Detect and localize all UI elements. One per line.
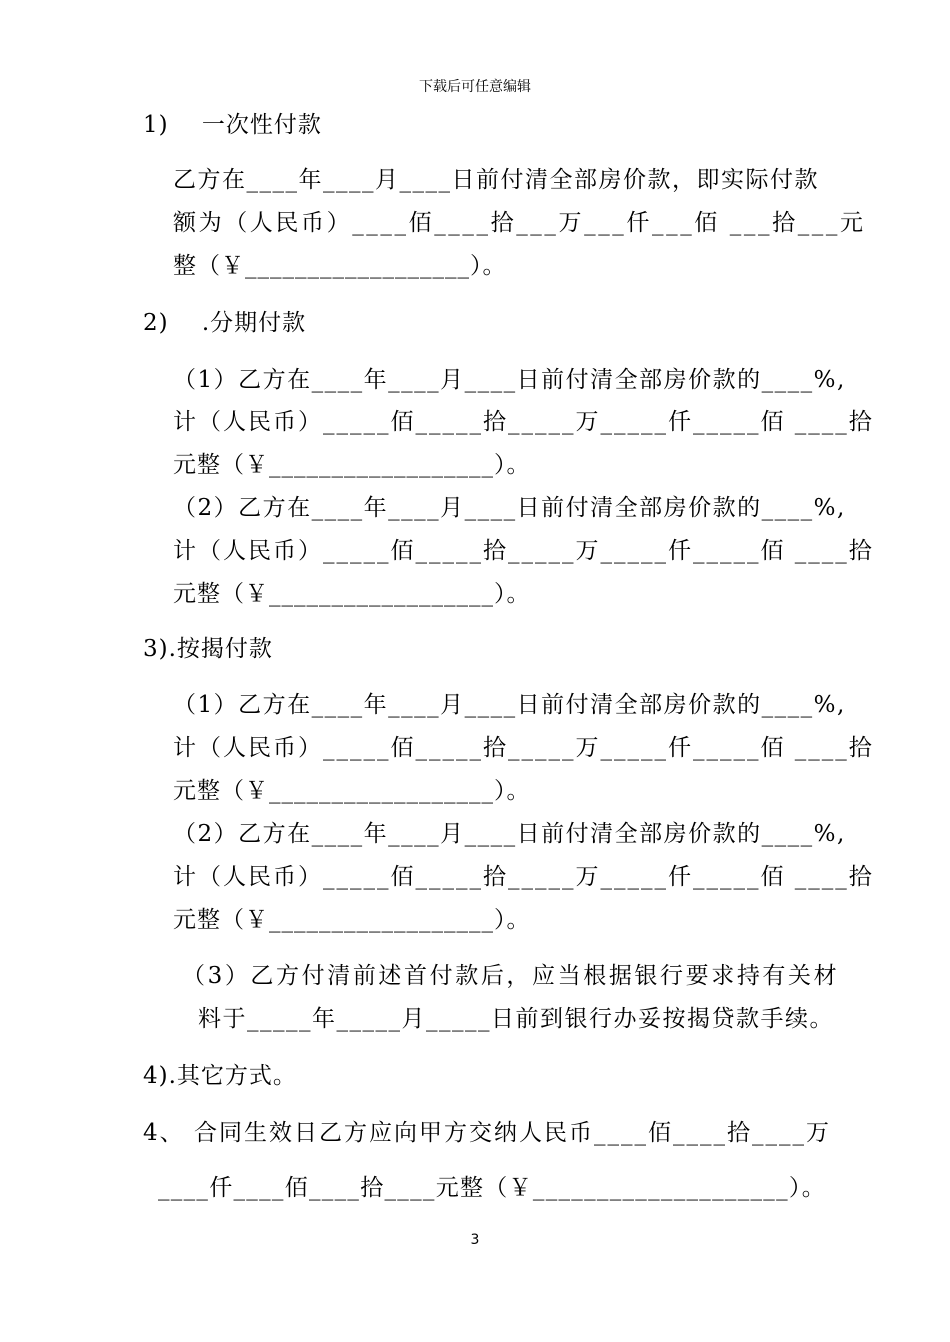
section-3-item-2-line-3: 元整（￥__________________）。 [173, 907, 531, 933]
clause-4-line-1: 4、 合同生效日乙方应向甲方交纳人民币____佰____拾____万 [143, 1120, 831, 1146]
section-3-item-1-line-1: （1）乙方在____年____月____日前付清全部房价款的____%, [173, 692, 846, 718]
section-1-line-2: 额为（人民币）____佰____拾___万___仟___佰 ___拾___元 [173, 210, 866, 236]
section-3-item-1-line-2: 计（人民币）_____佰_____拾_____万_____仟_____佰 ____拾 [173, 735, 874, 761]
section-2-item-1-line-3: 元整（￥__________________）。 [173, 452, 531, 478]
section-2-item-2-line-2: 计（人民币）_____佰_____拾_____万_____仟_____佰 ____拾 [173, 538, 874, 564]
section-3-item-2-line-2: 计（人民币）_____佰_____拾_____万_____仟_____佰 ____拾 [173, 864, 874, 890]
section-3-title: 3).按揭付款 [143, 636, 273, 662]
section-2-item-1-line-2: 计（人民币）_____佰_____拾_____万_____仟_____佰 ____拾 [173, 409, 874, 435]
section-2-item-2-line-1: （2）乙方在____年____月____日前付清全部房价款的____%, [173, 495, 846, 521]
section-1-title: 1) 一次性付款 [143, 112, 322, 138]
page-number: 3 [470, 1232, 480, 1248]
section-2-item-1-line-1: （1）乙方在____年____月____日前付清全部房价款的____%, [173, 367, 846, 393]
section-3-item-3-line-2: 料于_____年_____月_____日前到银行办妥按揭贷款手续。 [198, 1006, 834, 1032]
section-2-title: 2) .分期付款 [143, 310, 307, 336]
section-3-item-3-line-1: （3）乙方付清前述首付款后，应当根据银行要求持有关材 [182, 963, 840, 989]
page-header: 下载后可任意编辑 [419, 79, 531, 95]
section-3-item-2-line-1: （2）乙方在____年____月____日前付清全部房价款的____%, [173, 821, 846, 847]
section-3-item-1-line-3: 元整（￥__________________）。 [173, 778, 531, 804]
section-4-title: 4).其它方式。 [143, 1063, 297, 1089]
clause-4-line-2: ____仟____佰____拾____元整（￥____________________）。 [158, 1175, 826, 1201]
section-1-line-1: 乙方在____年____月____日前付清全部房价款，即实际付款 [173, 167, 819, 193]
section-1-line-3: 整（￥__________________）。 [173, 253, 507, 279]
section-2-item-2-line-3: 元整（￥__________________）。 [173, 581, 531, 607]
